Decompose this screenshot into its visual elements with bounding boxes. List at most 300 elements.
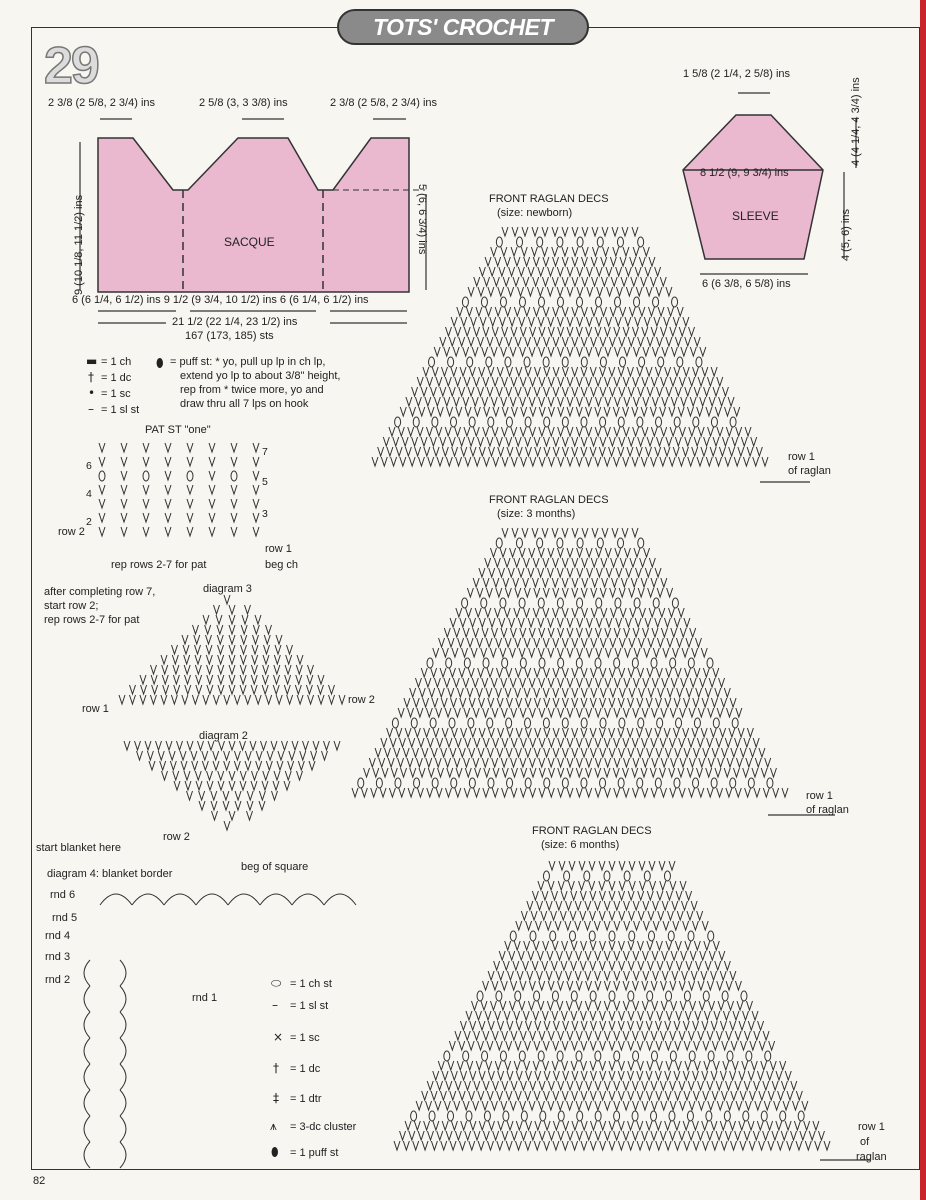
v-stitch-mark [704,941,710,950]
v-stitch-mark [498,1121,504,1130]
v-stitch-mark [520,1031,526,1040]
v-stitch-mark [539,407,545,416]
v-stitch-mark [454,708,460,717]
v-stitch-mark [618,941,624,950]
v-stitch-mark [539,738,545,747]
v-stitch-mark [539,377,545,386]
v-stitch-mark [656,1041,662,1050]
v-stitch-mark [680,628,686,637]
v-stitch-mark [615,548,621,557]
puff-stitch-mark [534,991,540,1001]
v-stitch-mark [510,548,516,557]
v-stitch-mark [476,1061,482,1070]
v-stitch-mark [680,881,686,890]
v-stitch-mark [638,638,644,647]
v-stitch-mark [207,685,213,694]
puff-stitch-mark [614,1111,620,1121]
v-stitch-mark [655,618,661,627]
puff-stitch-mark [557,538,563,548]
v-stitch-mark [719,447,725,456]
v-stitch-mark [308,695,314,704]
v-stitch-mark [440,1091,446,1100]
v-stitch-mark [726,1031,732,1040]
v-stitch-mark [623,377,629,386]
v-stitch-mark [572,638,578,647]
v-stitch-mark [629,688,635,697]
v-stitch-mark [482,678,488,687]
v-stitch-mark [581,447,587,456]
v-stitch-mark [748,1071,754,1080]
v-stitch-mark [600,367,606,376]
v-stitch-mark [559,861,565,870]
v-stitch-mark [683,698,689,707]
v-stitch-mark [514,558,520,567]
raglan1-row-label: row 1 [788,451,815,463]
puff-stitch-mark [722,991,728,1001]
v-stitch-mark [684,618,690,627]
v-stitch-mark [590,961,596,970]
v-stitch-mark [413,698,419,707]
v-stitch-mark [253,527,259,536]
v-stitch-mark [666,668,672,677]
v-stitch-mark [509,267,515,276]
v-stitch-mark [565,921,571,930]
v-stitch-mark [648,638,654,647]
v-stitch-mark [683,728,689,737]
v-stitch-mark [750,748,756,757]
v-stitch-mark [643,901,649,910]
v-stitch-mark [662,397,668,406]
v-stitch-mark [444,678,450,687]
v-stitch-mark [638,891,644,900]
v-stitch-mark [454,628,460,637]
v-stitch-mark [698,377,704,386]
v-stitch-mark [719,951,725,960]
v-stitch-mark [516,1141,522,1150]
v-stitch-mark [416,1101,422,1110]
v-stitch-mark [749,1141,755,1150]
v-stitch-mark [381,738,387,747]
puff-stitch-mark [482,1051,488,1061]
v-stitch-mark [716,1131,722,1140]
v-stitch-mark [651,578,657,587]
v-stitch-mark [757,1071,763,1080]
v-stitch-mark [231,443,237,452]
v-stitch-mark [165,527,171,536]
v-stitch-mark [646,287,652,296]
v-stitch-mark [643,971,649,980]
v-stitch-mark [253,443,259,452]
v-stitch-mark [581,387,587,396]
v-stitch-mark [553,447,559,456]
v-stitch-mark [418,457,424,466]
puff-stitch-mark [519,297,525,307]
v-stitch-mark [582,578,588,587]
v-stitch-mark [647,1061,653,1070]
v-stitch-mark [449,337,455,346]
patst-num: 4 [86,488,92,500]
puff-stitch-mark [411,1111,417,1121]
v-stitch-mark [504,1011,510,1020]
v-stitch-mark [777,1141,783,1150]
v-stitch-mark [464,327,470,336]
v-stitch-mark [545,921,551,930]
v-stitch-mark [495,257,501,266]
v-stitch-mark [631,578,637,587]
puff-stitch-mark [595,658,601,668]
v-stitch-mark [253,625,259,634]
v-stitch-mark [589,881,595,890]
v-stitch-mark [690,951,696,960]
v-stitch-mark [595,981,601,990]
v-stitch-mark [162,771,168,780]
v-stitch-mark [485,558,491,567]
puff-stitch-mark [544,778,550,788]
v-stitch-mark [459,1141,465,1150]
v-stitch-mark [671,347,677,356]
v-stitch-mark [169,751,175,760]
v-stitch-mark [685,437,691,446]
v-stitch-mark [418,738,424,747]
puff-stitch-mark [748,778,754,788]
v-stitch-mark [479,1121,485,1130]
v-stitch-mark [465,738,471,747]
v-stitch-mark [193,625,199,634]
v-stitch-mark [581,728,587,737]
puff-stitch-mark [798,1111,804,1121]
v-stitch-mark [384,748,390,757]
v-stitch-mark [717,427,723,436]
v-stitch-mark [427,1081,433,1090]
v-stitch-mark [468,287,474,296]
v-stitch-mark [455,1131,461,1140]
v-stitch-mark [553,588,559,597]
v-stitch-mark [665,698,671,707]
border-arc-mark [132,894,164,905]
v-stitch-mark [479,367,485,376]
v-stitch-mark [670,708,676,717]
v-stitch-mark [572,227,578,236]
v-stitch-mark [688,457,694,466]
v-stitch-mark [711,698,717,707]
v-stitch-mark [308,665,314,674]
v-stitch-mark [99,457,105,466]
v-stitch-mark [532,528,538,537]
v-stitch-mark [656,1061,662,1070]
puff-stitch-mark [674,778,680,788]
v-stitch-mark [681,678,687,687]
v-stitch-mark [580,891,586,900]
v-stitch-mark [515,1091,521,1100]
v-stitch-mark [461,1121,467,1130]
v-stitch-mark [252,655,258,664]
v-stitch-mark [680,1001,686,1010]
v-stitch-mark [382,768,388,777]
v-stitch-mark [549,768,555,777]
v-stitch-mark [724,688,730,697]
v-stitch-mark [383,437,389,446]
v-stitch-mark [398,708,404,717]
v-stitch-mark [632,1031,638,1040]
v-stitch-mark [419,768,425,777]
v-stitch-mark [524,608,530,617]
v-stitch-mark [577,287,583,296]
puff-stitch-mark [724,1111,730,1121]
v-stitch-mark [473,1101,479,1110]
v-stitch-mark [599,911,605,920]
puff-stitch-mark [694,718,700,728]
v-stitch-mark [708,758,714,767]
v-stitch-mark [586,267,592,276]
v-stitch-mark [548,758,554,767]
raglan1-size: (size: newborn) [497,207,573,219]
v-stitch-mark [571,1011,577,1020]
v-stitch-mark [618,1041,624,1050]
puff-stitch-mark [596,297,602,307]
v-stitch-mark [453,347,459,356]
v-stitch-mark [785,1121,791,1130]
v-stitch-mark [619,861,625,870]
puff-stitch-mark [617,237,623,247]
v-stitch-mark [671,951,677,960]
v-stitch-mark [739,1071,745,1080]
v-stitch-mark [594,921,600,930]
v-stitch-mark [463,628,469,637]
v-stitch-mark [401,768,407,777]
v-stitch-mark [488,367,494,376]
v-stitch-mark [145,741,151,750]
v-stitch-mark [572,748,578,757]
v-stitch-mark [596,568,602,577]
puff-stitch-mark [577,598,583,608]
v-stitch-mark [601,257,607,266]
v-stitch-mark [495,1061,501,1070]
v-stitch-mark [229,665,235,674]
v-stitch-mark [676,961,682,970]
v-stitch-mark [534,638,540,647]
v-stitch-mark [572,277,578,286]
v-stitch-mark [666,337,672,346]
puff-stitch-mark [448,1111,454,1121]
v-stitch-mark [511,457,517,466]
v-stitch-mark [577,648,583,657]
v-stitch-mark [548,678,554,687]
v-stitch-mark [463,347,469,356]
patst-title: PAT ST "one" [145,424,211,436]
v-stitch-mark [542,891,548,900]
v-stitch-mark [586,548,592,557]
v-stitch-mark [156,741,162,750]
v-stitch-mark [461,447,467,456]
v-stitch-mark [618,447,624,456]
v-stitch-mark [487,1141,493,1150]
v-stitch-mark [666,437,672,446]
v-stitch-mark [247,811,253,820]
v-stitch-mark [533,1011,539,1020]
v-stitch-mark [660,1031,666,1040]
v-stitch-mark [514,941,520,950]
v-stitch-mark [572,1021,578,1030]
v-stitch-mark [492,981,498,990]
v-stitch-mark [552,558,558,567]
v-stitch-mark [711,1071,717,1080]
v-stitch-mark [567,327,573,336]
v-stitch-mark [642,708,648,717]
raglan1-title: FRONT RAGLAN DECS [489,193,609,205]
v-stitch-mark [624,347,630,356]
puff-stitch-mark [655,778,661,788]
v-stitch-mark [464,377,470,386]
v-stitch-mark [140,675,146,684]
puff-stitch-mark [590,991,596,1001]
v-stitch-mark [734,457,740,466]
v-stitch-mark [539,768,545,777]
v-stitch-mark [504,608,510,617]
v-stitch-mark [596,548,602,557]
border-arc-mark [100,894,132,905]
v-stitch-mark [701,447,707,456]
v-stitch-mark [633,901,639,910]
v-stitch-mark [628,748,634,757]
v-stitch-mark [672,901,678,910]
v-stitch-mark [582,277,588,286]
v-stitch-mark [609,1071,615,1080]
v-stitch-mark [417,427,423,436]
v-stitch-mark [507,1021,513,1030]
v-stitch-mark [796,1091,802,1100]
v-stitch-mark [575,971,581,980]
v-stitch-mark [479,267,485,276]
diag3-note-line2: start row 2; [44,600,99,612]
v-stitch-mark [433,1071,439,1080]
v-stitch-mark [533,941,539,950]
v-stitch-mark [284,685,290,694]
diag4-rnd6: rnd 6 [50,889,76,901]
v-stitch-mark [662,971,668,980]
v-stitch-mark [572,668,578,677]
v-stitch-mark [553,337,559,346]
v-stitch-mark [595,628,601,637]
v-stitch-mark [562,1091,568,1100]
puff-stitch-mark [609,931,615,941]
v-stitch-mark [548,548,554,557]
v-stitch-mark [633,1101,639,1110]
v-stitch-mark [251,665,257,674]
v-stitch-mark [725,457,731,466]
puff-stitch-mark [669,1111,675,1121]
v-stitch-mark [586,407,592,416]
v-stitch-mark [629,861,635,870]
v-stitch-mark [724,961,730,970]
v-stitch-mark [229,645,235,654]
v-stitch-mark [469,367,475,376]
puff-stitch-mark [469,417,475,427]
v-stitch-mark [223,801,229,810]
v-stitch-mark [637,367,643,376]
v-stitch-mark [614,397,620,406]
v-stitch-mark [699,1001,705,1010]
v-stitch-mark [448,638,454,647]
v-stitch-mark [121,485,127,494]
puff-stitch-mark [637,417,643,427]
v-stitch-mark [726,981,732,990]
v-stitch-mark [413,1141,419,1150]
v-stitch-mark [406,397,412,406]
legend-slst: = 1 sl st [101,404,140,416]
v-stitch-mark [764,1101,770,1110]
v-stitch-mark [505,588,511,597]
v-stitch-mark [572,257,578,266]
v-stitch-mark [723,1061,729,1070]
v-stitch-mark [613,407,619,416]
v-stitch-mark [632,327,638,336]
puff-stitch-mark [427,658,433,668]
slst-symbol-icon: – [88,402,94,416]
v-stitch-mark [689,427,695,436]
v-stitch-mark [642,1081,648,1090]
v-stitch-mark [532,891,538,900]
v-stitch-mark [408,788,414,797]
v-stitch-mark [318,675,324,684]
sacque-top-mid-dim: 2 5/8 (3, 3 3/8) ins [199,97,288,109]
v-stitch-mark [796,1141,802,1150]
v-stitch-mark [702,1141,708,1150]
v-stitch-mark [730,698,736,707]
v-stitch-mark [182,695,188,704]
v-stitch-mark [99,443,105,452]
v-stitch-mark [619,1011,625,1020]
v-stitch-mark [740,1041,746,1050]
v-stitch-mark [552,247,558,256]
v-stitch-mark [558,457,564,466]
v-stitch-mark [590,1071,596,1080]
v-stitch-mark [512,768,518,777]
v-stitch-mark [634,921,640,930]
v-stitch-mark [582,227,588,236]
v-stitch-mark [229,685,235,694]
v-stitch-mark [488,698,494,707]
border-arc-mark [84,960,90,986]
v-stitch-mark [209,513,215,522]
v-stitch-mark [685,387,691,396]
v-stitch-mark [394,1141,400,1150]
v-stitch-mark [511,247,517,256]
v-stitch-mark [417,377,423,386]
v-stitch-mark [645,568,651,577]
v-stitch-mark [637,1021,643,1030]
v-stitch-mark [566,951,572,960]
puff-stitch-mark [672,598,678,608]
v-stitch-mark [731,748,737,757]
v-stitch-mark [452,447,458,456]
v-stitch-mark [670,377,676,386]
v-stitch-mark [558,377,564,386]
v-stitch-mark [633,708,639,717]
v-stitch-mark [285,665,291,674]
v-stitch-mark [531,911,537,920]
cluster-icon: ⩚ [270,1119,277,1133]
v-stitch-mark [543,1091,549,1100]
v-stitch-mark [229,615,235,624]
v-stitch-mark [429,688,435,697]
v-stitch-mark [581,257,587,266]
puff-stitch-mark [517,237,523,247]
v-stitch-mark [674,1121,680,1130]
puff-stitch-mark [688,931,694,941]
sacque-height-left-dim: 9 (10 1/8, 11 1/2) ins [73,194,85,295]
v-stitch-mark [496,337,502,346]
v-stitch-mark [240,665,246,674]
